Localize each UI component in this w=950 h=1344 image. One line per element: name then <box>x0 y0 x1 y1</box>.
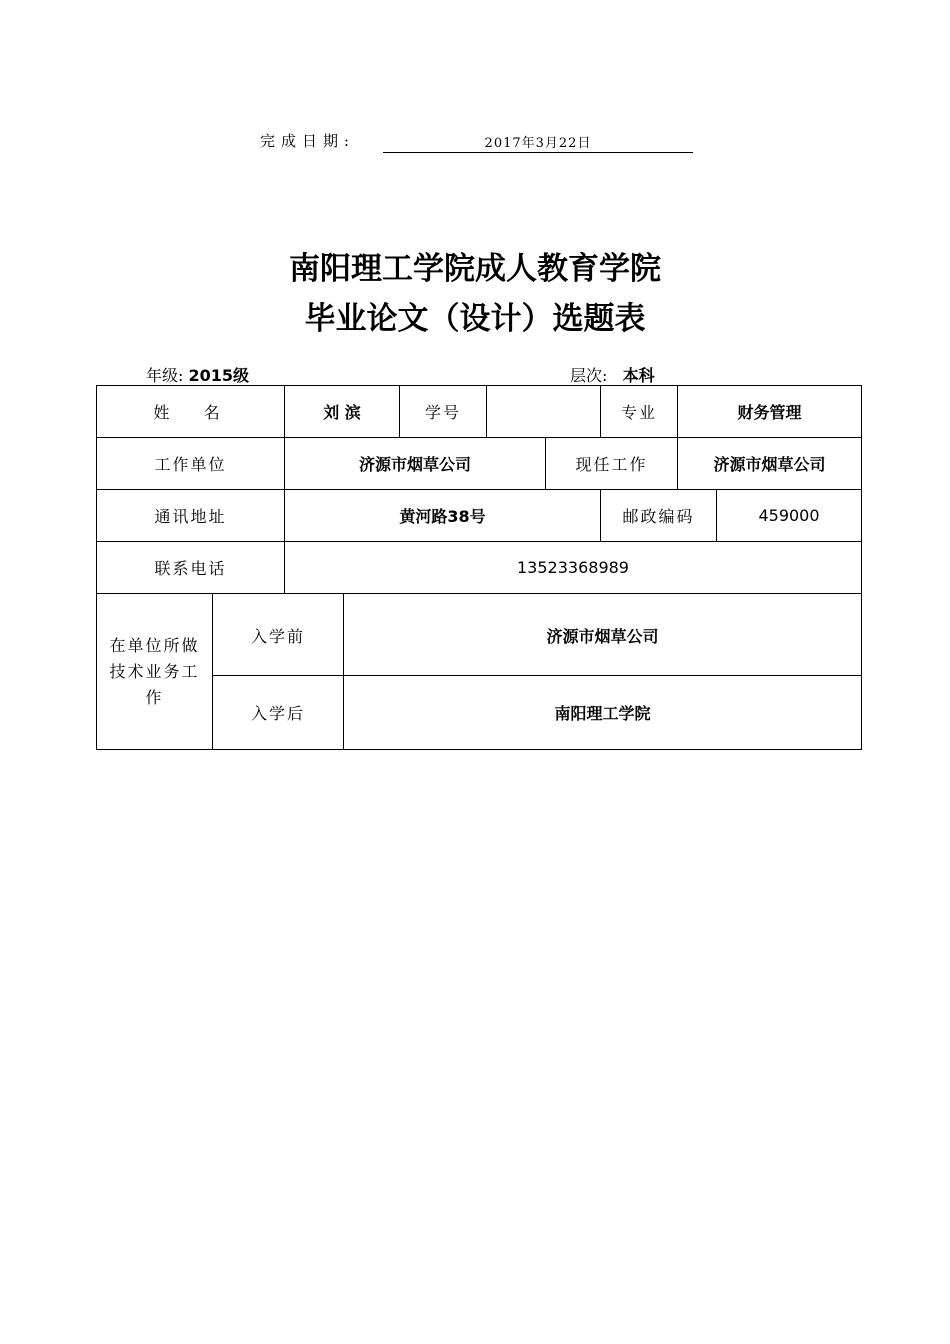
student-id-label: 学号 <box>424 403 461 422</box>
completion-date-label: 完成日期: <box>260 132 356 150</box>
major-label: 专业 <box>620 403 657 422</box>
document-title-line2: 毕业论文（设计）选题表 <box>304 301 646 337</box>
phone-label: 联系电话 <box>154 559 227 578</box>
document-title-line1: 南阳理工学院成人教育学院 <box>289 251 661 287</box>
after-enrollment-value: 南阳理工学院 <box>554 704 651 723</box>
name-value: 刘 滨 <box>323 403 361 422</box>
table-border-bottom <box>96 749 862 750</box>
address-label: 通讯地址 <box>154 507 227 526</box>
grade-value: 2015级 <box>188 366 250 385</box>
work-unit-label: 工作单位 <box>154 455 227 474</box>
phone-value: 13523368989 <box>517 558 629 577</box>
current-job-label: 现任工作 <box>575 455 648 474</box>
level-field <box>570 363 655 386</box>
current-job-value: 济源市烟草公司 <box>713 455 826 474</box>
table-border-right <box>861 385 862 750</box>
work-unit-value: 济源市烟草公司 <box>358 455 471 474</box>
before-enrollment-value: 济源市烟草公司 <box>546 627 659 646</box>
completion-date-value: 2017年3月22日 <box>383 132 693 153</box>
postcode-value: 459000 <box>758 506 820 525</box>
postcode-label: 邮政编码 <box>622 507 695 526</box>
tech-work-label: 在单位所做技术业务工作 <box>109 635 200 707</box>
grade-field <box>146 363 249 386</box>
major-value: 财务管理 <box>737 403 802 422</box>
address-value: 黄河路38号 <box>399 507 486 526</box>
level-label: 层次: <box>570 366 608 385</box>
after-enrollment-label: 入学后 <box>250 704 305 723</box>
before-enrollment-label: 入学前 <box>250 627 305 646</box>
name-label: 姓 名 <box>153 403 228 422</box>
grade-label: 年级: <box>146 366 184 385</box>
level-value: 本科 <box>622 366 655 385</box>
student-id-value <box>487 386 600 437</box>
